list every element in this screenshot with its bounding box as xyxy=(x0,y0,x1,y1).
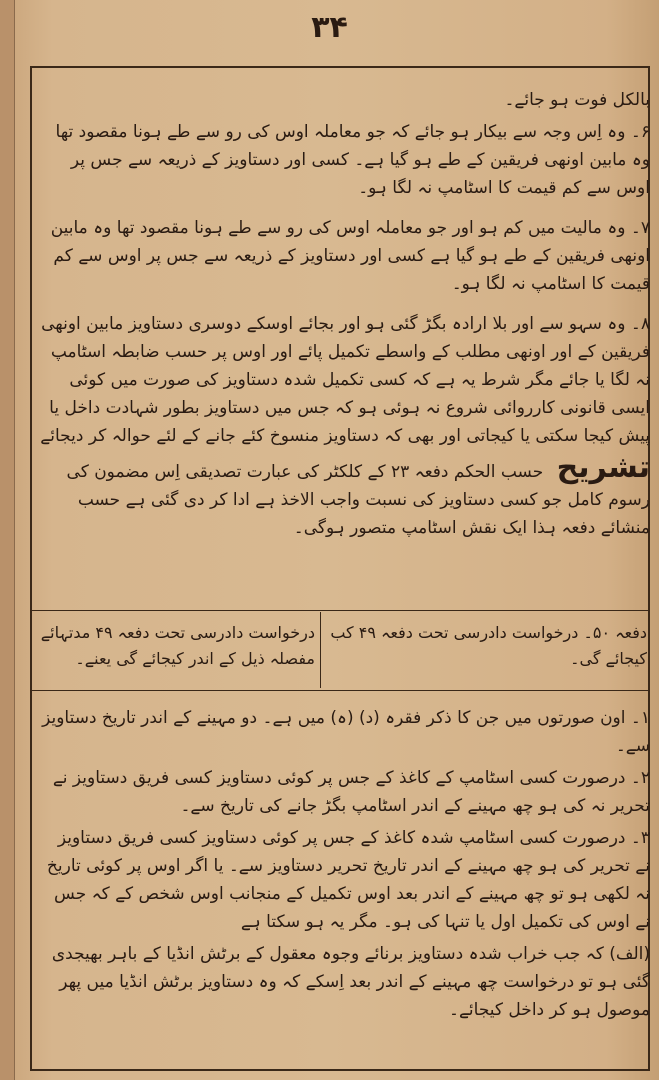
clause-2: ۲۔ درصورت کسی اسٹامپ کے کاغذ کے جس پر کوئی دستاویز کسی فریق دستاویز نے تحریر نہ کی ہو چھ مہینے کے اندر اسٹامپ بگڑ جانے کی تاریخ سے۔ xyxy=(52,768,650,816)
paragraph-clause-7: ۷۔ وہ مالیت میں کم ہو اور جو معاملہ اوس کی رو سے طے ہونا مقصود تھا وہ مابین اونھی فریقین کے طے ہو گیا ہے کسی اور دستاویز کے ذریعہ سے جس پر اوس سے کم قیمت کا اسٹامپ نہ لگا ہو۔ xyxy=(50,218,650,294)
section-50-clauses xyxy=(40,704,650,1028)
page-number: ۳۴ xyxy=(311,10,348,45)
section-top-rule xyxy=(30,610,650,611)
section-column-divider xyxy=(320,612,321,688)
clause-alif: (الف) کہ جب خراب شدہ دستاویز برنائے وجوہ معقول کے برٹش انڈیا کے باہر بھیجدی گئی ہو تو درخواست چھ مہینے کے اندر بعد اِسکے کہ وہ دستاویز برٹش انڈیا میں پھر موصول ہو کر داخل کیجائے۔ xyxy=(51,944,650,1020)
main-text-block xyxy=(40,86,650,546)
clause-3: ۳۔ درصورت کسی اسٹامپ شدہ کاغذ کے جس پر کوئی دستاویز کسی فریق دستاویز نے تحریر کی ہو چھ مہینے کے اندر تاریخ تحریر دستاویز سے۔ یا اگر اوس پر کوئی تاریخ نہ لکھی ہو تو چھ مہینے کے اندر بعد اوس تکمیل کے منجانب اوس شخص کے کہ جس نے اوس کی تکمیل اول یا تنہا کی ہو۔ مگر یہ ہو سکتا ہے xyxy=(46,828,650,932)
paragraph-clause-6: ۶۔ وہ اِس وجہ سے بیکار ہو جائے کہ جو معاملہ اوس کی رو سے طے ہونا مقصود تھا وہ مابین اونھی فریقین کے طے ہو گیا ہے۔ کسی اور دستاویز کے ذریعہ سے جس پر اوس سے کم قیمت کا اسٹامپ نہ لگا ہو۔ xyxy=(55,122,650,198)
section-bottom-rule xyxy=(30,690,650,691)
clause-1: ۱۔ اون صورتوں میں جن کا ذکر فقرہ (د) (ہ) میں ہے۔ دو مہینے کے اندر تاریخ دستاویز سے۔ xyxy=(42,708,650,756)
section-50-title: دفعہ ۵۰۔ درخواست دادرسی تحت دفعہ ۴۹ کب کیجائے گی۔ xyxy=(330,623,647,668)
paragraph-clause-8: ۸۔ وہ سہو سے اور بلا ارادہ بگڑ گئی ہو اور بجائے اوسکے دوسری دستاویز مابین اونھی فریقین کے اور اونھی مطلب کے واسطے تکمیل پائے اور اوس پر حسب ضابطہ اسٹامپ نہ لگا یا جائے مگر شرط یہ ہے کہ کسی تکمیل شدہ دستاویز کی صورت میں کوئی ایسی قانونی کارروائی شروع نہ ہوئی ہو کہ جس میں دستاویز بطور شہادت داخل یا پیش کیجا سکتی یا کیجاتی اور بھی کہ دستاویز منسوخ کئے جانے کے لئے حوالہ کر دیجائے xyxy=(40,314,650,446)
paragraph-intro: بالکل فوت ہو جائے۔ xyxy=(504,90,650,110)
explanation-heading: تشریح xyxy=(556,450,650,485)
page-spine xyxy=(0,0,15,1080)
section-50-body: درخواست دادرسی تحت دفعہ ۴۹ مدتہائے مفصلہ ذیل کے اندر کیجائے گی یعنے۔ xyxy=(40,623,315,668)
explanation-text: حسب الحکم دفعہ ۲۳ کے کلکٹر کی عبارت تصدیقی اِس مضمون کی رسوم کامل جو کسی دستاویز کی نسبت واجب الاخذ ہے ادا کر دی گئی ہے حسب منشائے دفعہ ہذا ایک نقش اسٹامپ متصور ہوگی۔ xyxy=(66,462,650,538)
